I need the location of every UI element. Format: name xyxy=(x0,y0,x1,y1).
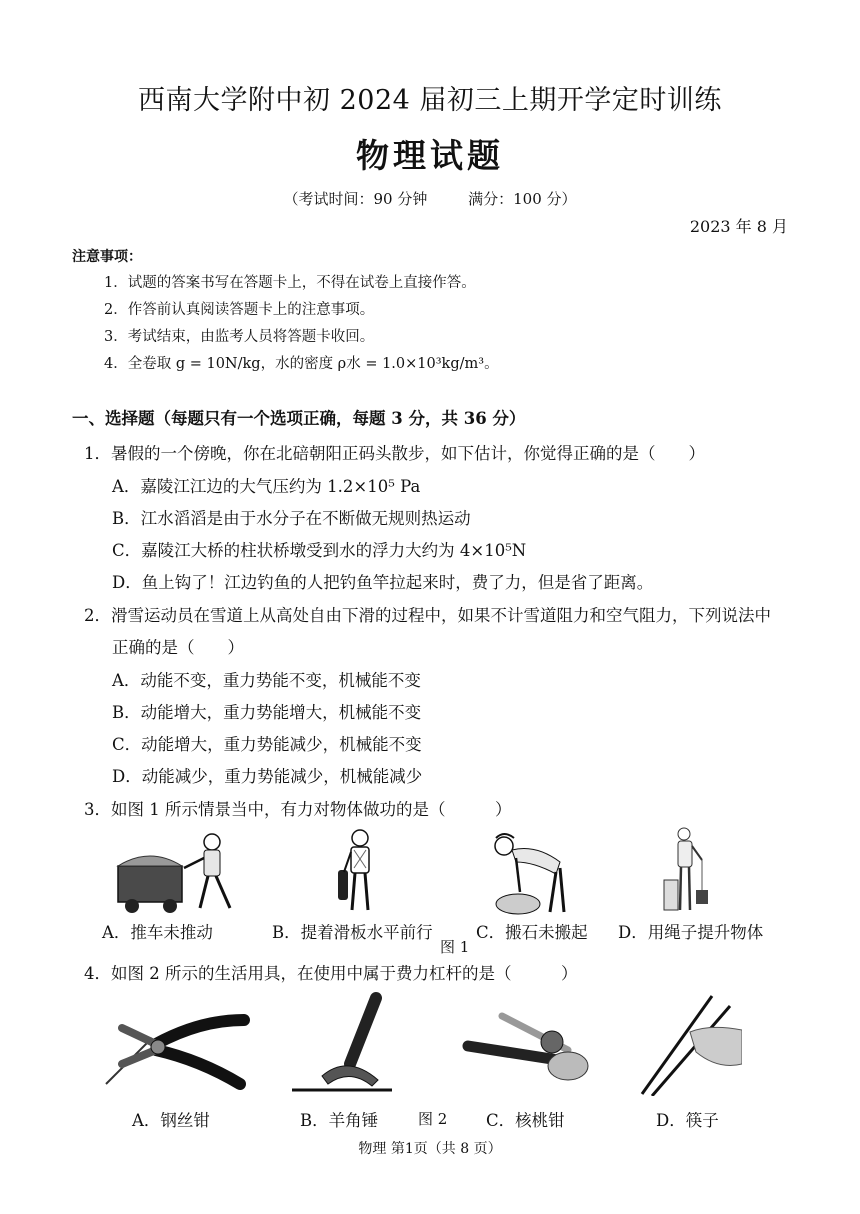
section-heading: 一、选择题（每题只有一个选项正确，每题 3 分，共 36 分） xyxy=(72,409,526,428)
fig2-caption-d: D．筷子 xyxy=(656,1111,719,1130)
nutcracker-illustration xyxy=(462,1006,594,1096)
fig2-caption-a: A．钢丝钳 xyxy=(132,1111,210,1130)
question-4-stem: 4．如图 2 所示的生活用具，在使用中属于费力杠杆的是（ ） xyxy=(84,964,578,983)
q1-option-b: B．江水滔滔是由于水分子在不断做无规则热运动 xyxy=(112,509,471,528)
chopsticks-illustration xyxy=(630,990,742,1096)
fig1-caption-c: C．搬石未搬起 xyxy=(476,923,588,942)
q2-option-c: C．动能增大，重力势能减少，机械能不变 xyxy=(112,735,422,754)
question-1-stem: 1．暑假的一个傍晚，你在北碚朝阳正码头散步，如下估计，你觉得正确的是（ ） xyxy=(84,444,705,463)
skateboard-carry-illustration xyxy=(330,828,390,918)
figure-2-label: 图 2 xyxy=(418,1110,448,1128)
claw-hammer-illustration xyxy=(292,990,402,1096)
notes-heading: 注意事项： xyxy=(72,249,142,265)
exam-title: 西南大学附中初 2024 届初三上期开学定时训练 xyxy=(138,85,722,116)
q1-option-d: D．鱼上钩了！江边钓鱼的人把钓鱼竿拉起来时，费了力，但是省了距离。 xyxy=(112,573,654,592)
q2-option-b: B．动能增大，重力势能增大，机械能不变 xyxy=(112,703,422,722)
q1-option-a: A．嘉陵江江边的大气压约为 1.2×10⁵ Pa xyxy=(112,477,421,496)
figure-1-label: 图 1 xyxy=(440,938,470,956)
pliers-illustration xyxy=(100,1000,250,1096)
fig2-caption-c: C．核桃钳 xyxy=(486,1111,565,1130)
lift-stone-illustration xyxy=(476,828,576,918)
page-footer: 物理 第1页（共 8 页） xyxy=(358,1141,502,1157)
fig1-caption-d: D．用绳子提升物体 xyxy=(618,923,764,942)
exam-time: （考试时间：90 分钟 xyxy=(283,190,428,208)
question-3-stem: 3．如图 1 所示情景当中，有力对物体做功的是（ ） xyxy=(84,800,512,819)
note-item: 3．考试结束，由监考人员将答题卡收回。 xyxy=(104,329,375,345)
question-2-stem: 2．滑雪运动员在雪道上从高处自由下滑的过程中，如果不计雪道阻力和空气阻力，下列说法中 xyxy=(84,606,771,625)
q2-option-d: D．动能减少，重力势能减少，机械能减少 xyxy=(112,767,423,786)
exam-score: 满分：100 分） xyxy=(468,190,577,208)
exam-date: 2023 年 8 月 xyxy=(689,217,788,236)
exam-meta xyxy=(0,188,860,209)
note-item: 1．试题的答案书写在答题卡上，不得在试卷上直接作答。 xyxy=(104,275,476,291)
note-item: 4．全卷取 g = 10N/kg，水的密度 ρ水 = 1.0×10³kg/m³。 xyxy=(104,356,499,372)
rope-lift-illustration xyxy=(660,826,720,916)
q2-option-a: A．动能不变，重力势能不变，机械能不变 xyxy=(112,671,421,690)
fig2-caption-b: B．羊角锤 xyxy=(300,1111,379,1130)
question-2-stem-cont: 正确的是（ ） xyxy=(112,638,244,657)
q1-option-c: C．嘉陵江大桥的柱状桥墩受到水的浮力大约为 4×10⁵N xyxy=(112,541,527,560)
note-item: 2．作答前认真阅读答题卡上的注意事项。 xyxy=(104,302,375,318)
fig1-caption-a: A．推车未推动 xyxy=(102,923,213,942)
exam-subject-title: 物理试题 xyxy=(356,136,504,175)
push-cart-illustration xyxy=(112,828,252,918)
fig1-caption-b: B．提着滑板水平前行 xyxy=(272,923,433,942)
